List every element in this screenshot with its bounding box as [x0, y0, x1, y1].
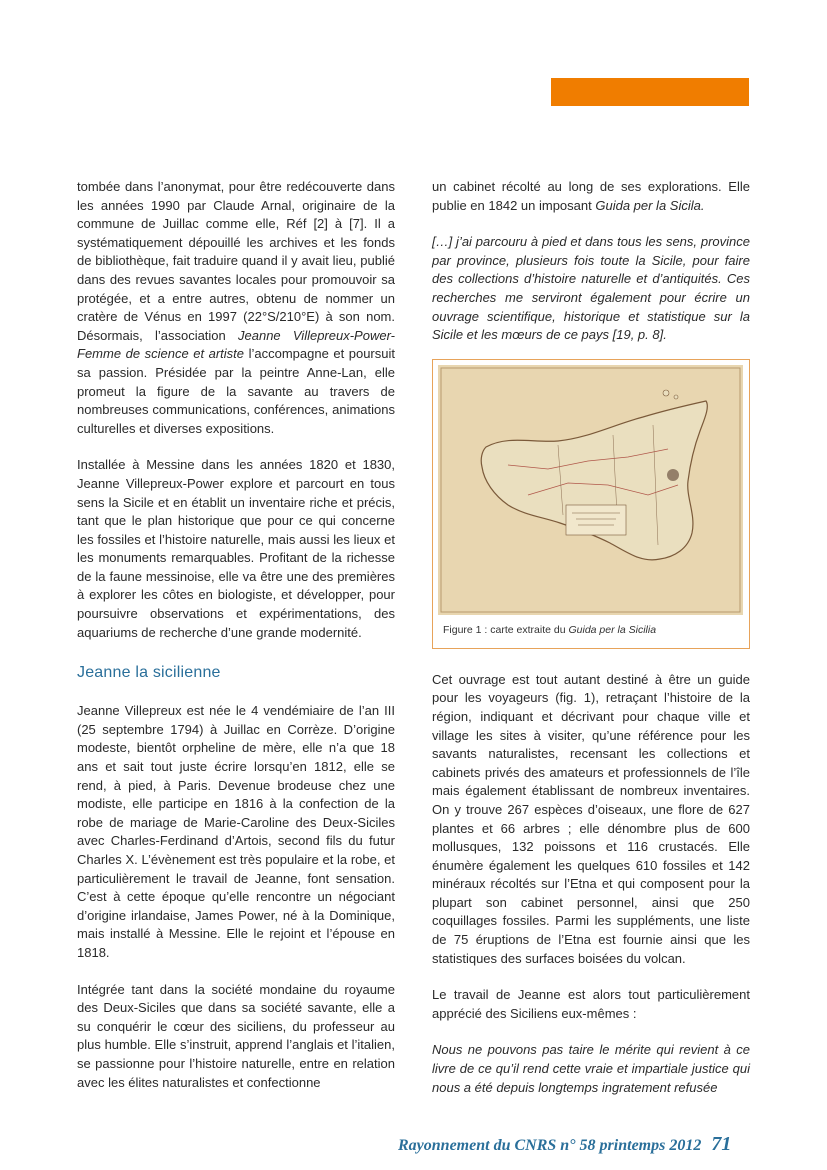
figure-map — [432, 359, 750, 649]
paragraph: un cabinet récolté au long de ses explorations. Elle publie en 1842 un imposant Guida per la Sicila. — [432, 179, 750, 213]
left-column — [77, 178, 395, 1092]
paragraph: Installée à Messine dans les années 1820 et 1830, Jeanne Villepreux-Power explore et parcourt en tous sens la Sicile et en établit un inventaire riche et précis, tant que le plan historique que pour ce qui concerne les fossiles et l’histoire naturelle, mais aussi les lieux et les monuments remarquables. Profitant de la richesse de la faune messinoise, elle va être une des premières à explorer les côtes en biologiste, et développer, pour poursuivre observations et expérimentations, des aquariums de recherche d’une grande modernité. — [77, 457, 395, 640]
figure-caption: Figure 1 : carte extraite du Guida per la Sicilia — [443, 623, 657, 636]
paragraph: tombée dans l’anonymat, pour être redécouverte dans les années 1990 par Claude Arnal, originaire de la commune de Juillac comme elle, Réf [2] à [7]. Il a systématiquement dépouillé les archives et les fonds de bibliothèque, fait traduire quand il y avait lieu, publié dans des revues savantes locales pour promouvoir sa protégée, et a entre autres, obtenu de nommer un cratère de Vénus en 1997 (22°S/210°E) à son nom. Désormais, l’association Jeanne Villepreux-Power- Femme de science et artiste l’accompagne et poursuit sa passion. Présidée par la peintre Anne-Lan, elle promeut la figure de la savante au travers de nombreuses communications, conférences, animations culturelles et diverses expositions. — [77, 179, 395, 436]
paragraph: Jeanne Villepreux est née le 4 vendémiaire de l’an III (25 septembre 1794) à Juillac en Corrèze. D’origine modeste, bientôt orpheline de mère, elle n’a que 18 ans et sait tout juste écrire lorsqu’en 1812, elle se rend, à pied, à Paris. Devenue brodeuse chez une modiste, elle participe en 1816 à la confection de la robe de mariage de Marie-Caroline des Deux-Siciles avec Charles-Ferdinand d’Artois, second fils du futur Charles X. L’évènement est très populaire et la robe, et particulièrement le travail de Jeanne, font sensation. C’est à cette époque qu’elle rencontre un négociant d’origine irlandaise, James Power, né à la Dominique, mais installé à Messine. Elle le rejoint et l’épouse en 1818. — [77, 703, 395, 960]
sicily-map-image — [438, 365, 743, 615]
section-color-bar — [551, 78, 749, 106]
section-heading: Jeanne la sicilienne — [77, 664, 221, 682]
page-number: 71 — [711, 1133, 732, 1155]
paragraph: Intégrée tant dans la société mondaine du royaume des Deux-Siciles que dans sa société savante, elle a su conquérir le cœur des siciliens, du professeur au plus humble. Elle s’instruit, apprend l’anglais et l’italien, se passionne pour l’histoire naturelle, entre en relation avec les élites naturalistes et confectionne — [77, 981, 395, 1090]
quote: […] j’ai parcouru à pied et dans tous les sens, province par province, plusieurs fois toute la Sicile, pour faire des collections d’histoire naturelle et d’antiquités. Ces recherches me serviront également pour écrire un ouvrage scientifique, historique et statistique sur la Sicile et les mœurs de ce pays [19, p. 8]. — [432, 234, 750, 343]
paragraph: Le travail de Jeanne est alors tout particulièrement apprécié des Siciliens eux-mêmes : — [432, 987, 750, 1021]
quote: Nous ne pouvons pas taire le mérite qui revient à ce livre de ce qu’il rend cette vraie et impartiale justice qui nous a été depuis longtemps ingratement refusée — [432, 1042, 750, 1095]
journal-title: Rayonnement du CNRS n° 58 printemps 2012 — [398, 1137, 702, 1154]
paragraph: Cet ouvrage est tout autant destiné à être un guide pour les voyageurs (fig. 1), retraçant l’histoire de la région, indiquant et décrivant pour chaque ville et village les sites à visiter, qu’une référence pour les savants naturalistes, recensant les collections et cabinets privés des amateurs et professionnels de l’île mais également établissant de nombreux inventaires. On y trouve 267 espèces d’oiseaux, une flore de 627 plantes et 66 arbres ; elle dénombre plus de 600 mollusques, 132 poissons et 116 crustacés. Elle énumère également les quelques 610 fossiles et 142 minéraux récoltés sur l’Etna et qui composent pour la plupart son cabinet personnel, ainsi que 250 coquillages fossiles. Parmi les suppléments, une liste de 75 éruptions de l’Etna est fournie ainsi que les statistiques des surfaces boisées du volcan. — [432, 671, 750, 966]
right-column — [432, 178, 750, 1097]
page-footer — [398, 1133, 750, 1156]
